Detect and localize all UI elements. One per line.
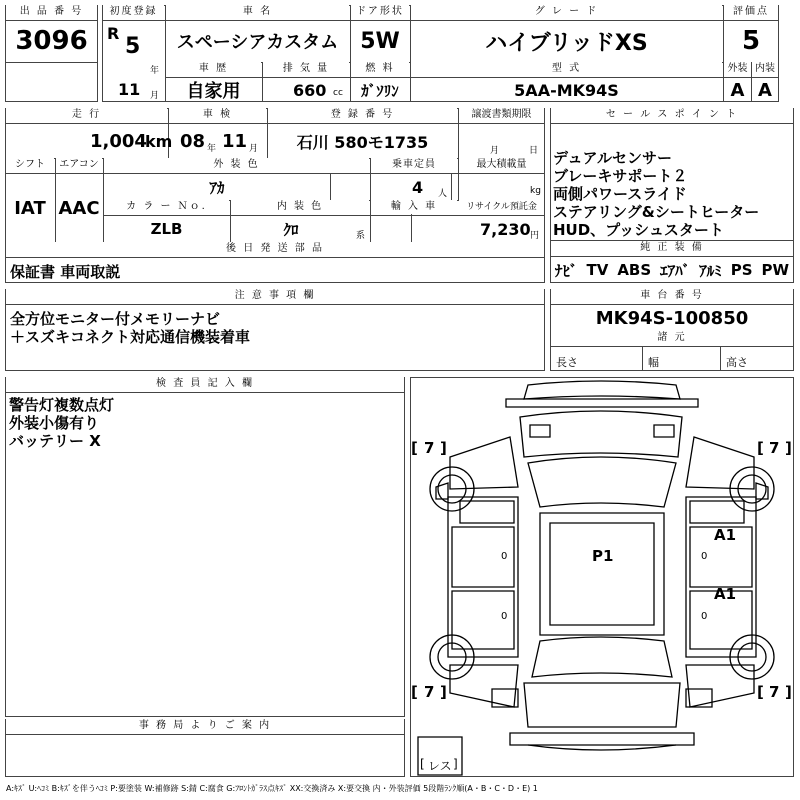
model-code-label: 型 式 (411, 62, 722, 76)
inspector-label: 検 査 員 記 入 欄 (6, 377, 404, 391)
shift-label: シフト (6, 158, 54, 172)
inspector-line: 外装小傷有り (9, 414, 100, 432)
transfer-month-unit: 月 (490, 146, 500, 156)
tire-rear-left-close: ] (440, 683, 447, 701)
spare-tire-label: レス (428, 759, 452, 773)
capacity: 4 (412, 178, 424, 197)
office-label: 事 務 局 よ り ご 案 内 (6, 719, 404, 733)
exterior-color: ｱｶ (209, 178, 225, 197)
notes-line: 全方位モニター付メモリーナビ (10, 310, 221, 328)
ac: AAC (58, 197, 100, 219)
fuel: ｶﾞｿﾘﾝ (361, 81, 399, 100)
equipment-pw: PW (761, 261, 790, 279)
color-no-label: カ ラ ー Ｎｏ. (104, 200, 229, 214)
tire-front-right-close: ] (785, 439, 792, 457)
inspection-year-unit: 年 (207, 144, 217, 154)
score-label: 評価点 (724, 5, 778, 19)
equipment-airbag: ｴｱﾊﾞ (660, 261, 691, 280)
first-reg-month: 11 (118, 80, 141, 99)
transfer-label: 譲渡書類期限 (459, 108, 544, 122)
capacity-unit: 人 (438, 189, 448, 199)
tire-rear-left-open: [ (411, 683, 418, 701)
car-name: スペーシアカスタム (176, 32, 339, 53)
car-diagram (410, 377, 794, 777)
tire-front-right: 7 (769, 439, 780, 457)
grade: ハイブリッドXS (485, 30, 648, 56)
dims-label: 諸 元 (551, 331, 793, 345)
door-left-2: 0 (501, 611, 508, 622)
length-label: 長さ (556, 356, 578, 369)
mileage-unit: km (145, 132, 173, 151)
first-reg-label: 初度登録 (103, 5, 164, 19)
equipment-list (551, 258, 793, 282)
history-label: 車 歴 (166, 62, 261, 76)
tire-front-left: 7 (424, 439, 435, 457)
transfer-day-unit: 日 (529, 146, 539, 156)
mileage: 1,004 (90, 131, 147, 152)
model-code: 5AA-MK94S (514, 80, 619, 100)
mileage-label: 走 行 (6, 108, 167, 122)
sales-point-item: 両側パワースライド (553, 185, 687, 203)
sales-point-item: ステアリング&シートヒーター (553, 203, 760, 221)
doors: 5W (360, 28, 400, 54)
equipment-alloy: ｱﾙﾐ (699, 261, 722, 280)
plate: 石川 580モ1735 (296, 132, 429, 152)
doors-label: ドア形状 (351, 5, 409, 19)
chassis-number: MK94S-100850 (595, 307, 749, 329)
tire-front-right-open: [ (757, 439, 764, 457)
door-left-1: 0 (501, 551, 508, 562)
ac-label: エアコン (56, 158, 102, 172)
tire-front-left-close: ] (440, 439, 447, 457)
lot-label: 出 品 番 号 (6, 5, 97, 19)
spare-tire-close: ] (453, 757, 458, 771)
recycle-label: リサイクル預託金 (459, 200, 544, 214)
capacity-label: 乗車定員 (371, 158, 457, 172)
door-right-1: 0 (701, 551, 708, 562)
equipment-tv: TV (586, 261, 609, 279)
chassis-label: 車 台 番 号 (551, 289, 793, 303)
equipment-ps: PS (730, 261, 753, 279)
interior-color-label: 内 装 色 (231, 200, 369, 214)
equipment-navi: ﾅﾋﾞ (554, 261, 578, 280)
inspection-month: 11 (222, 131, 248, 152)
sales-point-item: ブレーキサポート２ (553, 167, 688, 185)
equipment-label: 純 正 装 備 (551, 241, 793, 255)
legend: A:ｷｽﾞ U:ﾍｺﾐ B:ｷｽﾞを伴うﾍｺﾐ P:要塗装 W:補修跡 S:錆 C:腐食 G:ﾌﾛﾝﾄｶﾞﾗｽ点ｷｽﾞ XX:交換済み X:要交換 内・外装評価 5段階ﾗﾝｸ順(A・B・C・D・E) 1 (6, 784, 538, 793)
interior-color: ｸﾛ (283, 220, 299, 239)
later-parts-value: 保証書 車両取説 (10, 263, 121, 281)
first-reg-year: 5 (125, 34, 141, 59)
inspector-line: バッテリー X (9, 432, 101, 450)
interior-label: 内装 (752, 62, 778, 76)
exterior-color-label: 外 装 色 (104, 158, 369, 172)
notes-line: ＋スズキコネクト対応通信機装着車 (10, 328, 251, 346)
mark-roof: P1 (592, 547, 614, 565)
mark-door-front-right: A1 (714, 526, 737, 544)
equipment-abs: ABS (617, 261, 652, 279)
import-label: 輸 入 車 (371, 200, 457, 214)
spare-tire-open: [ (420, 757, 425, 771)
month-unit: 月 (150, 91, 160, 101)
interior-grade: A (758, 79, 772, 101)
fuel-label: 燃 料 (351, 62, 409, 76)
recycle-fee: 7,230 (480, 220, 531, 239)
max-load-label: 最大積載量 (459, 158, 544, 172)
inspection-year: 08 (180, 131, 206, 152)
displacement: 660 (293, 81, 327, 100)
inspector-line: 警告灯複数点灯 (9, 396, 115, 414)
mark-door-rear-right: A1 (714, 585, 737, 603)
sales-points-label: セ ー ル ス ポ イ ン ト (551, 108, 793, 122)
door-right-2: 0 (701, 611, 708, 622)
max-load-unit: kg (530, 186, 541, 196)
tire-rear-right-open: [ (757, 683, 764, 701)
inspection-label: 車 検 (169, 108, 266, 122)
year-unit: 年 (150, 66, 160, 76)
tire-front-left-open: [ (411, 439, 418, 457)
grade-label: グ レ ー ド (411, 5, 722, 19)
plate-label: 登 録 番 号 (268, 108, 457, 122)
tire-rear-right: 7 (769, 683, 780, 701)
tire-rear-left: 7 (424, 683, 435, 701)
tire-rear-right-close: ] (785, 683, 792, 701)
lot-number: 3096 (15, 26, 88, 56)
score: 5 (741, 26, 761, 56)
history: 自家用 (186, 81, 241, 102)
inspection-month-unit: 月 (249, 144, 259, 154)
shift: IAT (14, 197, 46, 219)
car-name-label: 車 名 (166, 5, 349, 19)
color-no: ZLB (150, 220, 183, 238)
exterior-grade: A (730, 79, 745, 101)
displacement-label: 排 気 量 (263, 62, 349, 76)
displacement-unit: cc (333, 88, 343, 98)
recycle-unit: 円 (530, 231, 540, 241)
sales-point-item: HUD、プッシュスタート (553, 221, 724, 239)
notes-label: 注 意 事 項 欄 (6, 289, 544, 303)
sales-point-item: デュアルセンサー (553, 149, 672, 167)
era: R (107, 24, 120, 43)
interior-color-suffix: 系 (356, 231, 366, 241)
exterior-label: 外装 (724, 62, 751, 76)
width-label: 幅 (648, 356, 659, 369)
later-parts-label: 後 日 発 送 部 品 (6, 242, 544, 256)
height-label: 高さ (726, 356, 748, 369)
